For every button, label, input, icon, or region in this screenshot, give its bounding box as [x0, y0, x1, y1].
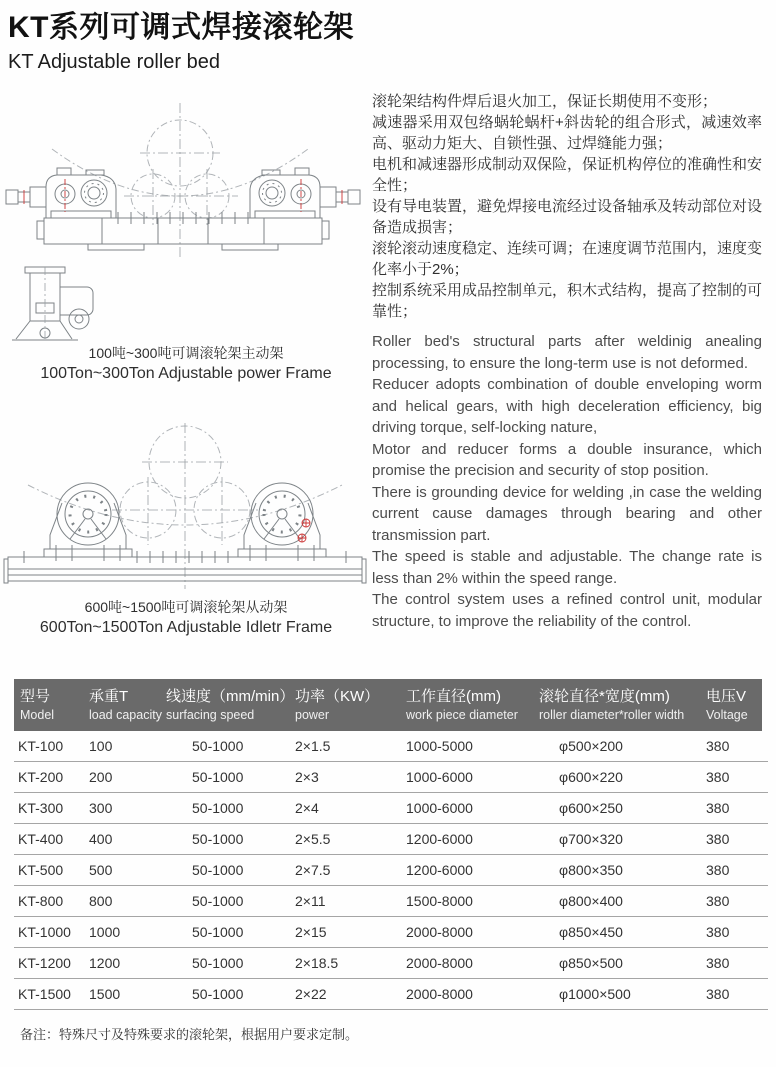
table-cell: 2000-8000 [406, 924, 473, 940]
table-cell: 50-1000 [192, 800, 244, 816]
table-cell: 2000-8000 [406, 955, 473, 971]
header-zh: 工作直径(mm) [406, 687, 501, 705]
table-cell: 50-1000 [192, 924, 244, 940]
table-cell: 50-1000 [192, 862, 244, 878]
header-en: Model [20, 707, 55, 722]
feature-line: 电机和减速器形成制动双保险，保证机构停位的准确性和安全性； [372, 156, 763, 194]
table-cell: φ850×450 [559, 924, 623, 940]
feature-line: 设有导电装置，避免焊接电流经过设备轴承及转动部位对设备造成损害； [372, 198, 763, 236]
table-cell: KT-1000 [18, 924, 71, 940]
header-zh: 功率（KW） [295, 687, 380, 705]
page-header [0, 0, 776, 75]
table-cell: KT-1200 [18, 955, 71, 971]
header-zh: 型号 [20, 687, 51, 705]
table-cell: KT-300 [18, 800, 64, 816]
table-cell: 2×11 [295, 893, 326, 909]
description-column [372, 91, 776, 639]
header-zh: 滚轮直径*宽度(mm) [539, 687, 670, 705]
table-header-roller-diameter-width [519, 688, 684, 723]
table-cell: 50-1000 [192, 986, 244, 1002]
table-cell: φ1000×500 [559, 986, 631, 1002]
feature-line: The speed is stable and adjustable. The change rate is less than 2% within the speed range. [372, 548, 762, 587]
table-cell: φ600×220 [559, 769, 623, 785]
figure-caption-zh: 100吨~300吨可调滚轮架主动架 [88, 345, 284, 361]
table-cell: φ800×350 [559, 862, 623, 878]
table-row [14, 731, 768, 762]
table-cell: 2×3 [295, 769, 319, 785]
table-cell: 1200-6000 [406, 862, 473, 878]
table-cell: 50-1000 [192, 738, 244, 754]
table-cell: 1000 [89, 924, 121, 940]
table-cell: 1000-6000 [406, 800, 473, 816]
table-cell: 1200 [89, 955, 121, 971]
table-cell: 1500 [89, 986, 121, 1002]
power-frame-drawing [0, 91, 366, 343]
table-cell: 500 [89, 862, 113, 878]
table-cell: 2×5.5 [295, 831, 331, 847]
table-row [14, 886, 768, 917]
feature-line: Roller bed's structural parts after weldinig anealing processing, to ensure the long-term use is not deformed. [372, 333, 762, 372]
header-en: roller diameter*roller width [539, 707, 685, 722]
table-cell: 50-1000 [192, 893, 244, 909]
table-cell: 50-1000 [192, 955, 244, 971]
table-cell: 2×15 [295, 924, 327, 940]
header-en: power [295, 707, 330, 722]
table-cell: φ700×320 [559, 831, 623, 847]
description-zh [372, 91, 762, 322]
header-zh: 线速度（mm/min） [166, 687, 295, 705]
header-en: surfacing speed [166, 707, 255, 722]
table-row [14, 855, 768, 886]
figure-power-frame [0, 91, 372, 385]
table-cell: KT-500 [18, 862, 64, 878]
table-header-work-piece-diameter [394, 688, 519, 723]
feature-line: 滚轮架结构件焊后退火加工，保证长期使用不变形； [372, 93, 718, 110]
table-cell: 380 [706, 738, 730, 754]
table-cell: KT-1500 [18, 986, 71, 1002]
figure-caption-en: 100Ton~300Ton Adjustable power Frame [40, 365, 332, 382]
feature-line: 滚轮滚动速度稳定、连续可调；在速度调节范围内，速度变化率小于2%； [372, 240, 763, 278]
table-cell: 300 [89, 800, 113, 816]
table-cell: 800 [89, 893, 113, 909]
table-cell: 2×18.5 [295, 955, 339, 971]
idler-frame-drawing [0, 417, 370, 597]
description-en [372, 331, 762, 632]
table-cell: 380 [706, 831, 730, 847]
table-cell: KT-200 [18, 769, 64, 785]
table-header-voltage [684, 688, 762, 723]
table-cell: φ600×250 [559, 800, 623, 816]
table-note: 备注：特殊尺寸及特殊要求的滚轮架，根据用户要求定制。 [20, 1027, 359, 1042]
table-cell: 2×4 [295, 800, 319, 816]
table-cell: 1000-6000 [406, 769, 473, 785]
table-cell: 380 [706, 800, 730, 816]
header-en: work piece diameter [406, 707, 518, 722]
table-row [14, 793, 768, 824]
table-row [14, 824, 768, 855]
table-cell: KT-100 [18, 738, 64, 754]
table-cell: 380 [706, 955, 730, 971]
figure-caption-en: 600Ton~1500Ton Adjustable Idletr Frame [39, 619, 333, 636]
feature-line: There is grounding device for welding ,in case the welding current cause damages through bearing and other transmission part. [372, 483, 762, 544]
table-row [14, 917, 768, 948]
feature-line: Reducer adopts combination of double enveloping worm and helical gears, with high deceleration efficiency, big driving torque, self-locking nature, [372, 376, 762, 436]
table-cell: 200 [89, 769, 113, 785]
table-cell: 380 [706, 924, 730, 940]
table-cell: 380 [706, 769, 730, 785]
table-body [8, 731, 768, 1010]
table-cell: KT-800 [18, 893, 64, 909]
table-cell: 50-1000 [192, 769, 244, 785]
table-cell: φ850×500 [559, 955, 623, 971]
header-zh: 电压V [706, 687, 747, 705]
table-cell: 100 [89, 738, 113, 754]
table-row [14, 762, 768, 793]
table-cell: 380 [706, 986, 730, 1002]
table-cell: 2×7.5 [295, 862, 331, 878]
figure-idler-frame [0, 417, 372, 639]
page-title: KT系列可调式焊接滚轮架 [8, 11, 354, 44]
table-cell: 380 [706, 893, 730, 909]
page-subtitle: KT Adjustable roller bed [8, 51, 220, 73]
header-en: Voltage [706, 707, 748, 722]
table-cell: φ800×400 [559, 893, 623, 909]
feature-line: 控制系统采用成品控制单元，积木式结构，提高了控制的可靠性； [372, 282, 763, 320]
header-zh: 承重T [89, 687, 129, 705]
table-cell: 1000-5000 [406, 738, 473, 754]
feature-line: 减速器采用双包络蜗轮蜗杆+斜齿轮的组合形式，减速效率高、驱动力矩大、自锁性强、过焊缝能力强； [372, 114, 762, 152]
table-header-surfacing-speed [154, 687, 295, 723]
table-cell: 380 [706, 862, 730, 878]
table-row [14, 979, 768, 1010]
table-header-row [14, 679, 762, 731]
feature-line: The control system uses a refined control unit, modular structure, to improve the reliability of the control. [372, 591, 762, 630]
table-cell: 1200-6000 [406, 831, 473, 847]
spec-table [0, 679, 776, 1043]
table-cell: 400 [89, 831, 113, 847]
table-header-load-capacity [79, 687, 162, 723]
table-cell: KT-400 [18, 831, 64, 847]
feature-line: Motor and reducer forms a double insurance, which promise the precision and security of stop position. [372, 440, 762, 479]
figures-column [0, 91, 372, 639]
table-cell: 2×22 [295, 986, 327, 1002]
table-cell: 2×1.5 [295, 738, 331, 754]
table-header-power [289, 688, 394, 723]
table-cell: φ500×200 [559, 738, 623, 754]
table-header-model [14, 688, 79, 723]
figure-caption-zh: 600吨~1500吨可调滚轮架从动架 [84, 599, 288, 615]
table-cell: 2000-8000 [406, 986, 473, 1002]
table-cell: 1500-8000 [406, 893, 473, 909]
table-cell: 50-1000 [192, 831, 244, 847]
table-row [14, 948, 768, 979]
header-en: load capacity [89, 707, 162, 722]
